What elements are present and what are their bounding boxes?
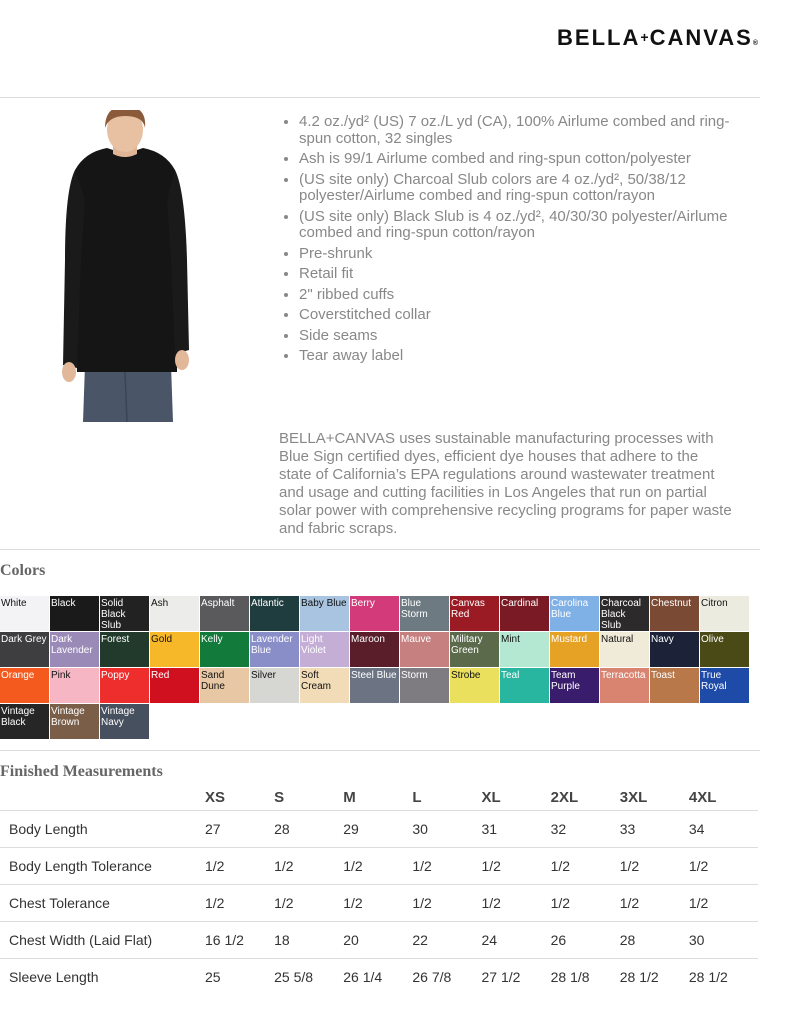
size-header: XS	[205, 788, 226, 806]
feature-item: • Retail fit	[299, 266, 759, 283]
measurement-value: 25	[205, 959, 274, 996]
measurement-value: 18	[274, 922, 343, 959]
color-swatch[interactable]: Kelly	[200, 632, 249, 667]
measurement-value: 28	[620, 922, 689, 959]
color-swatch[interactable]: Natural	[600, 632, 649, 667]
color-swatch[interactable]: Steel Blue	[350, 668, 399, 703]
color-swatch[interactable]: Cardinal	[500, 596, 549, 631]
feature-item: • 4.2 oz./yd² (US) 7 oz./L yd (CA), 100% Airlume combed and ring-spun cotton, 32 singles	[299, 114, 759, 147]
measurement-value: 30	[412, 811, 481, 848]
color-swatch[interactable]: Carolina Blue	[550, 596, 599, 631]
color-swatch[interactable]: Mauve	[400, 632, 449, 667]
feature-item: • Side seams	[299, 328, 759, 345]
feature-item: • 2" ribbed cuffs	[299, 287, 759, 304]
measurement-row	[0, 959, 758, 996]
color-swatch[interactable]: Vintage Black	[0, 704, 49, 739]
measurement-value: 26 1/4	[343, 959, 412, 996]
color-swatch[interactable]: Team Purple	[550, 668, 599, 703]
color-swatch[interactable]: Chestnut	[650, 596, 699, 631]
measurement-label: Chest Tolerance	[0, 885, 205, 922]
measurement-value: 27	[205, 811, 274, 848]
measurement-value: 24	[482, 922, 551, 959]
measurement-value: 28 1/8	[551, 959, 620, 996]
color-swatch[interactable]: Asphalt	[200, 596, 249, 631]
color-swatch[interactable]: Poppy	[100, 668, 149, 703]
brand-logo-right: CANVAS	[649, 25, 753, 50]
measurement-value: 30	[689, 922, 758, 959]
measurement-value: 1/2	[620, 848, 689, 885]
color-swatch[interactable]: Toast	[650, 668, 699, 703]
measurement-value: 1/2	[343, 848, 412, 885]
measurement-row	[0, 848, 758, 885]
color-swatch[interactable]: Gold	[150, 632, 199, 667]
measurement-value: 1/2	[689, 848, 758, 885]
color-swatch-grid	[0, 596, 750, 739]
measurement-value: 22	[412, 922, 481, 959]
measurement-value: 29	[343, 811, 412, 848]
color-swatch[interactable]: Terracotta	[600, 668, 649, 703]
measurement-row	[0, 811, 758, 848]
color-swatch[interactable]: Forest	[100, 632, 149, 667]
measurement-value: 26	[551, 922, 620, 959]
color-swatch[interactable]: Silver	[250, 668, 299, 703]
size-header: 3XL	[619, 788, 648, 806]
measurement-row	[0, 885, 758, 922]
feature-item: • (US site only) Charcoal Slub colors are 4 oz./yd², 50/38/12 polyester/Airlume combed and ring-spun cotton/rayon	[299, 172, 759, 205]
color-swatch[interactable]: Pink	[50, 668, 99, 703]
measurement-value: 28 1/2	[620, 959, 689, 996]
measurement-value: 1/2	[205, 885, 274, 922]
measurement-label: Sleeve Length	[0, 959, 205, 996]
product-model-image	[55, 110, 195, 422]
divider	[0, 97, 760, 98]
color-swatch[interactable]: Soft Cream	[300, 668, 349, 703]
size-header: XL	[481, 788, 501, 806]
color-swatch[interactable]: Dark Grey	[0, 632, 49, 667]
color-swatch[interactable]: Black	[50, 596, 99, 631]
color-swatch[interactable]: Ash	[150, 596, 199, 631]
header-blank	[0, 784, 205, 811]
color-swatch[interactable]: Canvas Red	[450, 596, 499, 631]
color-swatch[interactable]: Maroon	[350, 632, 399, 667]
divider	[0, 549, 760, 550]
color-swatch[interactable]: Lavender Blue	[250, 632, 299, 667]
measurements-table	[0, 784, 758, 995]
color-swatch[interactable]: Olive	[700, 632, 749, 667]
measurement-value: 28	[274, 811, 343, 848]
size-header: 4XL	[688, 788, 717, 806]
measurement-value: 34	[689, 811, 758, 848]
color-swatch[interactable]: Storm	[400, 668, 449, 703]
measurement-value: 1/2	[689, 885, 758, 922]
color-swatch[interactable]: Vintage Brown	[50, 704, 99, 739]
color-swatch[interactable]: Solid Black Slub	[100, 596, 149, 631]
color-swatch[interactable]: White	[0, 596, 49, 631]
color-swatch[interactable]: Mint	[500, 632, 549, 667]
measurement-value: 1/2	[274, 885, 343, 922]
measurements-title: Finished Measurements	[0, 763, 163, 780]
size-header: L	[412, 788, 422, 806]
color-swatch[interactable]: Berry	[350, 596, 399, 631]
color-swatch[interactable]: Military Green	[450, 632, 499, 667]
measurement-row	[0, 922, 758, 959]
brand-logo-plus: +	[640, 29, 650, 45]
feature-item: • Coverstitched collar	[299, 307, 759, 324]
feature-item: • Tear away label	[299, 348, 759, 365]
colors-title: Colors	[0, 562, 46, 579]
size-header-row	[0, 784, 758, 811]
color-swatch[interactable]: Vintage Navy	[100, 704, 149, 739]
measurement-value: 27 1/2	[482, 959, 551, 996]
measurement-value: 20	[343, 922, 412, 959]
color-swatch[interactable]: Citron	[700, 596, 749, 631]
color-swatch[interactable]: Baby Blue	[300, 596, 349, 631]
sustainability-description: BELLA+CANVAS uses sustainable manufacturing processes with Blue Sign certified dyes, efficient dye houses that adhere to the state of California’s EPA regulations around wastewater treatment and usage and cutting facilities in Los Angeles that run on partial solar power with comprehensive recycling programs for paper waste and fabric scraps.	[279, 430, 732, 537]
measurement-value: 32	[551, 811, 620, 848]
measurement-value: 33	[620, 811, 689, 848]
size-header: M	[343, 788, 356, 806]
measurement-value: 16 1/2	[205, 922, 274, 959]
measurement-value: 1/2	[551, 885, 620, 922]
divider	[0, 750, 760, 751]
color-swatch[interactable]: Atlantic	[250, 596, 299, 631]
feature-item: • Ash is 99/1 Airlume combed and ring-spun cotton/polyester	[299, 151, 759, 168]
color-swatch[interactable]: Orange	[0, 668, 49, 703]
measurement-value: 1/2	[482, 885, 551, 922]
measurement-label: Chest Width (Laid Flat)	[0, 922, 205, 959]
color-swatch[interactable]: Teal	[500, 668, 549, 703]
size-header: S	[274, 788, 285, 806]
measurement-label: Body Length	[0, 811, 205, 848]
measurement-value: 26 7/8	[412, 959, 481, 996]
measurement-value: 1/2	[551, 848, 620, 885]
color-swatch[interactable]: Red	[150, 668, 199, 703]
color-swatch[interactable]: Strobe	[450, 668, 499, 703]
feature-list	[279, 114, 759, 369]
color-swatch[interactable]: True Royal	[700, 668, 749, 703]
measurement-value: 31	[482, 811, 551, 848]
measurement-value: 1/2	[482, 848, 551, 885]
brand-logo-reg: ®	[752, 40, 758, 47]
measurement-value: 28 1/2	[689, 959, 758, 996]
measurement-value: 1/2	[274, 848, 343, 885]
measurement-value: 1/2	[412, 848, 481, 885]
measurement-value: 1/2	[412, 885, 481, 922]
color-swatch[interactable]: Charcoal Black Slub	[600, 596, 649, 631]
feature-item: • (US site only) Black Slub is 4 oz./yd², 40/30/30 polyester/Airlume combed and ring-spun cotton/rayon	[299, 209, 759, 242]
color-swatch[interactable]: Sand Dune	[200, 668, 249, 703]
measurement-value: 1/2	[620, 885, 689, 922]
color-swatch[interactable]: Mustard	[550, 632, 599, 667]
measurement-value: 1/2	[343, 885, 412, 922]
brand-logo	[557, 25, 758, 51]
size-header: 2XL	[550, 788, 579, 806]
feature-item: • Pre-shrunk	[299, 246, 759, 263]
color-swatch[interactable]: Dark Lavender	[50, 632, 99, 667]
measurement-label: Body Length Tolerance	[0, 848, 205, 885]
measurement-value: 1/2	[205, 848, 274, 885]
color-swatch[interactable]: Navy	[650, 632, 699, 667]
brand-logo-left: BELLA	[557, 25, 641, 50]
color-swatch[interactable]: Blue Storm	[400, 596, 449, 631]
measurement-value: 25 5/8	[274, 959, 343, 996]
color-swatch[interactable]: Light Violet	[300, 632, 349, 667]
